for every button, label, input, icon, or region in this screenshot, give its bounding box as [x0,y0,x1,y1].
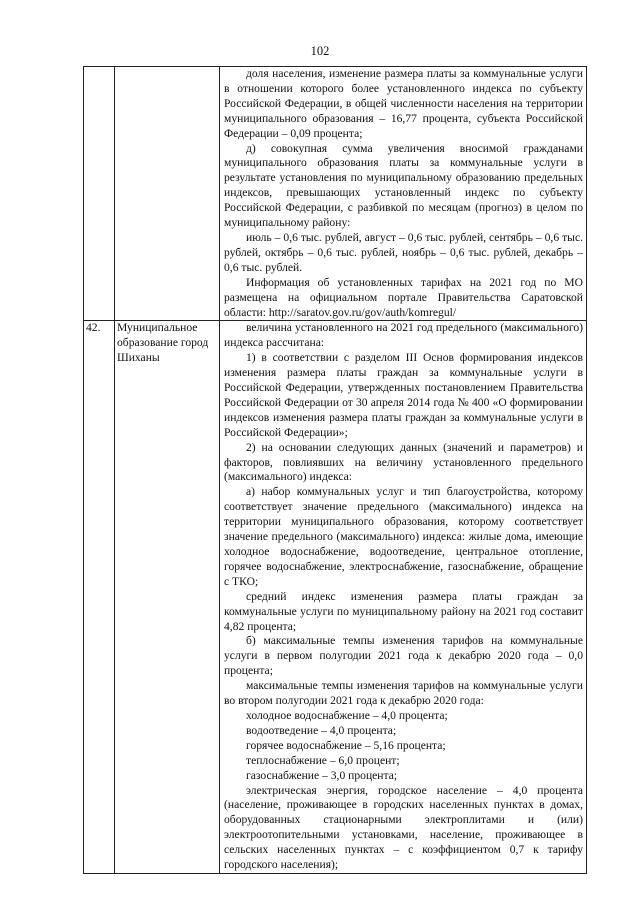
municipality-name-cell [115,67,220,321]
paragraph: величина установленного на 2021 год предельного (максимального) индекса рассчитана: [224,321,583,350]
description-cell [220,67,587,321]
paragraph: водоотведение – 4,0 процента; [246,723,397,737]
paragraph: газоснабжение – 3,0 процента; [246,768,398,782]
paragraph: доля населения, изменение размера платы за коммунальные услуги в отношении которого более установленного индекса по субъекту Российской Федерации, в общей численности населения на территории муниципального образования – 16,77 процента, субъекта Российской Федерации – 0,09 процента; [224,67,583,140]
paragraph: д) совокупная сумма увеличения вносимой гражданами муниципального образования платы за коммунальные услуги в результате установления по муниципальному образованию предельных индексов, превышающих установленный индекс по субъекту Российской Федерации, с разбивкой по месяцам (прогноз) в целом по муниципальному району: [224,141,583,230]
paragraph: 1) в соответствии с разделом III Основ формирования индексов изменения размера платы граждан за коммунальные услуги в Российской Федерации, утвержденных постановлением Правительства Российской Федерации от 30 апреля 2014 года № 400 «О формировании индексов изменения размера платы граждан за коммунальные услуги в Российской Федерации»; [224,351,583,439]
paragraph: электрическая энергия, городское население – 4,0 процента (население, проживающее в городских населенных пунктах в домах, оборудованных стационарными электроплитами и (или) электроотопительными установками, население, проживающее в сельских населенных пунктах – с коэффициентом 0,7 к тарифу городского населения); [224,783,583,872]
paragraph: а) набор коммунальных услуг и тип благоустройства, которому соответствует значение предельного (максимального) индекса на территории муниципального образования, которому соответствует значение предельного (максимального) индекса: жилые дома, имеющие холодное водоснабжение, водоотведение, центральное отопление, горячее водоснабжение, электроснабжение, газоснабжение, обращение с ТКО; [224,485,583,588]
paragraph: 2) на основании следующих данных (значений и параметров) и факторов, повлиявших на величину установленного предельного (максимального) индекса: [224,440,583,484]
tariff-table [83,66,587,874]
description-cell [220,321,587,874]
page-number: 102 [310,44,330,58]
municipality-name-cell: Муниципальное образование город Шиханы [115,321,220,874]
paragraph: максимальные темпы изменения тарифов на коммунальные услуги во втором полугодии 2021 года к декабрю 2020 года: [224,679,583,708]
paragraph: средний индекс изменения размера платы граждан за коммунальные услуги по муниципальному району на 2021 год составит 4,82 процента; [224,589,583,633]
paragraph: б) максимальные темпы изменения тарифов на коммунальные услуги в первом полугодии 2021 года к декабрю 2020 года – 0,0 процента; [224,634,583,678]
paragraph: горячее водоснабжение – 5,16 процента; [246,738,446,752]
paragraph: теплоснабжение – 6,0 процент; [246,753,400,767]
table-row [84,67,587,321]
row-number-cell: 42. [84,321,115,874]
paragraph: июль – 0,6 тыс. рублей, август – 0,6 тыс. рублей, сентябрь – 0,6 тыс. рублей, октябрь – 0,6 тыс. рублей, ноябрь – 0,6 тыс. рублей, декабрь – 0,6 тыс. рублей. [224,230,583,274]
paragraph: Информация об установленных тарифах на 2021 год по МО размещена на официальном портале Правительства Саратовской области: http://saratov.gov.ru/gov/auth/komregul/ [224,275,583,319]
row-number-cell [84,67,115,321]
paragraph: холодное водоснабжение – 4,0 процента; [246,708,448,722]
table-row [84,321,587,874]
